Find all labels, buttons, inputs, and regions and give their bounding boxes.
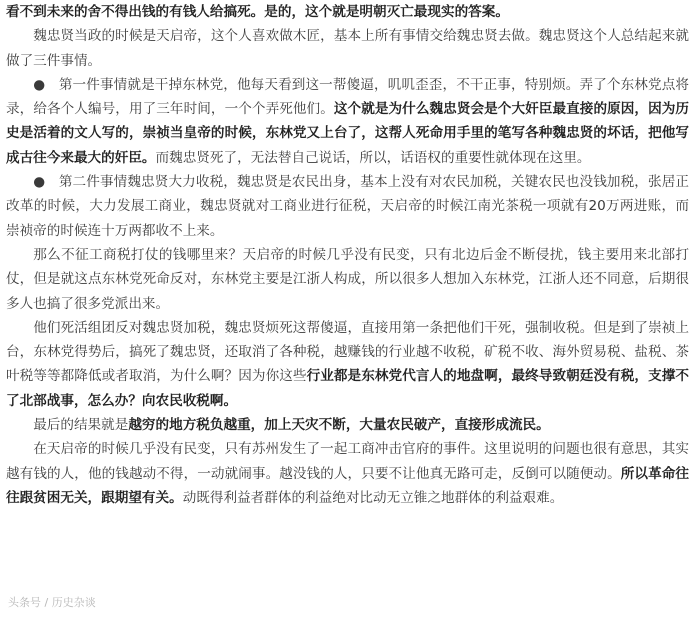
text-run: 他们死活组团反对魏忠贤加税，魏忠贤烦死这帮傻逼，直接用第一条把他们干死，强制收税。但是到了崇祯上台，东林党得势后，搞死了魏忠贤，还取消了各种税，越赚钱的行业越不收税，矿税不收、海外贸易税、盐税、茶叶税等等都降低或者取消，为什么啊？因为你这些 [6,319,689,385]
text-run: ● 第一件事情就是干掉东林党，他每天看到这一帮傻逼，叽叽歪歪，不干正事，特别烦。弄了个东林党点将录，给各个人编号，用了三年时间，一个个弄死他们。 [6,76,689,118]
paragraph [6,437,689,510]
paragraph [6,413,689,437]
bold-text-run: 所以革命往往跟贫困无关，跟期望有关。 [6,465,690,506]
text-run: ● 第二件事情魏忠贤大力收税，魏忠贤是农民出身，基本上没有对农民加税，关键农民也没钱加税，张居正改革的时候，大力发展工商业，魏忠贤就对工商业进行征税，天启帝的时候江南光茶税一项就有20万两进账，而崇祯帝的时候连十万两都收不上来。 [6,174,689,239]
text-run: 最后的结果就是 [33,417,129,434]
text-run: 动既得利益者群体的利益绝对比动无立锥之地群体的利益艰难。 [182,489,564,506]
article-body [6,0,689,510]
text-run: 在天启帝的时候几乎没有民变，只有苏州发生了一起工商冲击官府的事件。这里说明的问题也很有意思，其实越有钱的人，他的钱越动不得，一动就闹事。越没钱的人，只要不让他真无路可走，反倒可以随便动。 [6,441,689,482]
paragraph [6,73,689,170]
bold-text-run: 越穷的地方税负越重，加上天灾不断，大量农民破产，直接形成流民。 [128,417,550,434]
paragraph [6,243,689,316]
paragraph [6,0,689,24]
text-run: 而魏忠贤死了，无法替自己说话，所以，话语权的重要性就体现在这里。 [155,149,591,166]
bold-text-run: 行业都是东林党代言人的地盘啊，最终导致朝廷没有税，支撑不了北部战事，怎么办？向农民收税啊。 [6,368,690,409]
paragraph [6,170,689,243]
bold-text-run: 看不到未来的舍不得出钱的有钱人给搞死。是的，这个就是明朝灭亡最现实的答案。 [6,4,509,20]
paragraph [6,316,689,413]
text-run: 魏忠贤当政的时候是天启帝，这个人喜欢做木匠，基本上所有事情交给魏忠贤去做。魏忠贤这个人总结起来就做了三件事情。 [6,28,689,69]
bold-text-run: 这个就是为什么魏忠贤会是个大奸臣最直接的原因，因为历史是活着的文人写的，崇祯当皇帝的时候，东林党又上台了，这帮人死命用手里的笔写各种魏忠贤的坏话，把他写成古往今来最大的奸臣。 [6,101,690,166]
paragraph [6,24,689,73]
text-run: 那么不征工商税打仗的钱哪里来？天启帝的时候几乎没有民变，只有北边后金不断侵扰，钱主要用来北部打仗，但是就这点东林党死命反对，东林党主要是江浙人构成，所以很多人想加入东林党，江浙人还不同意，后期很多人也搞了很多党派出来。 [6,246,689,312]
watermark: 头条号 / 历史杂谈 [8,596,96,609]
